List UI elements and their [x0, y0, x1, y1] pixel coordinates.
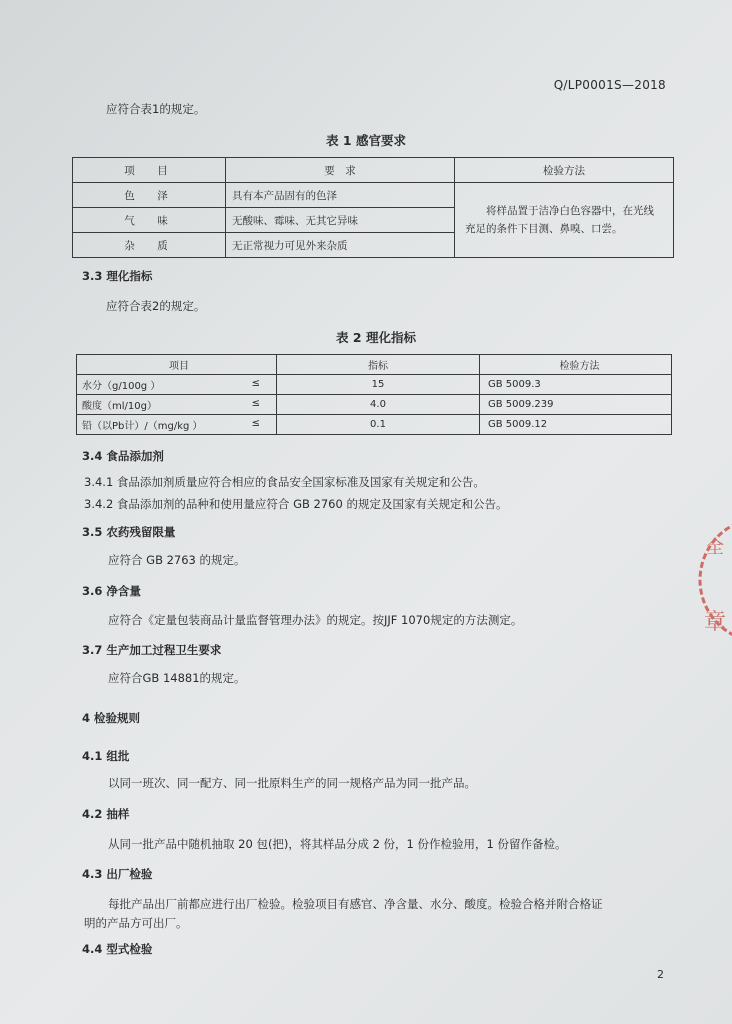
section-4-3-text-line1: 每批产品出厂前都应进行出厂检验。检验项目有感官、净含量、水分、酸度。检验合格并附合格证 — [108, 897, 603, 911]
section-3-5-heading: 3.5 农药残留限量 — [82, 525, 176, 539]
seal-char: 章 — [704, 610, 727, 635]
table-cell-item — [77, 395, 277, 415]
table-row — [77, 395, 672, 415]
table-cell-value: 4.0 — [277, 395, 480, 415]
section-4-heading: 4 检验规则 — [82, 711, 141, 725]
table-header-cell: 指标 — [277, 355, 480, 375]
section-4-3-text-line2: 明的产品方可出厂。 — [84, 916, 188, 930]
table-header-cell: 检验方法 — [480, 355, 672, 375]
page-number: 2 — [657, 968, 664, 981]
item-label: 铅（以Pb计）/（mg/kg ） — [82, 421, 203, 432]
table-cell-item — [77, 415, 277, 435]
table-cell-item: 杂 质 — [73, 233, 226, 258]
seal-char: 全 — [706, 537, 724, 558]
operator-label: ≤ — [251, 418, 260, 429]
operator-label: ≤ — [251, 398, 260, 409]
table-row — [73, 183, 674, 208]
physicochemical-indicators-table — [76, 354, 672, 435]
section-3-3-heading: 3.3 理化指标 — [82, 269, 153, 283]
section-3-6-text: 应符合《定量包装商品计量监督管理办法》的规定。按JJF 1070规定的方法测定。 — [108, 613, 523, 627]
table-header-cell: 要 求 — [226, 158, 455, 183]
table-header-row — [77, 355, 672, 375]
section-3-4-2-text: 3.4.2 食品添加剂的品种和使用量应符合 GB 2760 的规定及国家有关规定和公告。 — [84, 497, 508, 511]
intro-text: 应符合表1的规定。 — [106, 102, 206, 116]
table-cell-value: 0.1 — [277, 415, 480, 435]
table-cell-method: GB 5009.239 — [480, 395, 672, 415]
item-label: 酸度（ml/10g） — [82, 401, 157, 412]
table2-caption: 表 2 理化指标 — [336, 330, 416, 345]
section-3-7-text: 应符合GB 14881的规定。 — [108, 671, 246, 685]
section-3-7-heading: 3.7 生产加工过程卫生要求 — [82, 643, 222, 657]
section-3-4-1-text: 3.4.1 食品添加剂质量应符合相应的食品安全国家标准及国家有关规定和公告。 — [84, 475, 485, 489]
table-cell-item: 气 味 — [73, 208, 226, 233]
section-3-3-text: 应符合表2的规定。 — [106, 299, 206, 313]
section-3-6-heading: 3.6 净含量 — [82, 584, 141, 598]
table-cell-requirement: 具有本产品固有的色泽 — [226, 183, 455, 208]
table1-caption: 表 1 感官要求 — [326, 133, 406, 148]
table-row — [77, 375, 672, 395]
section-3-4-heading: 3.4 食品添加剂 — [82, 449, 164, 463]
table-header-cell: 项 目 — [73, 158, 226, 183]
section-3-5-text: 应符合 GB 2763 的规定。 — [108, 553, 246, 567]
section-4-4-heading: 4.4 型式检验 — [82, 942, 153, 956]
table-cell-value: 15 — [277, 375, 480, 395]
operator-label: ≤ — [251, 378, 260, 389]
table-row — [77, 415, 672, 435]
item-label: 水分（g/100g ） — [82, 381, 161, 392]
section-4-3-heading: 4.3 出厂检验 — [82, 867, 153, 881]
section-4-2-heading: 4.2 抽样 — [82, 807, 130, 821]
table-header-cell: 项目 — [77, 355, 277, 375]
table-cell-item — [77, 375, 277, 395]
section-4-1-text: 以同一班次、同一配方、同一批原料生产的同一规格产品为同一批产品。 — [108, 776, 476, 790]
table-header-row — [73, 158, 674, 183]
table-cell-method: GB 5009.12 — [480, 415, 672, 435]
table-cell-requirement: 无酸味、霉味、无其它异味 — [226, 208, 455, 233]
table-cell-item: 色 泽 — [73, 183, 226, 208]
section-4-1-heading: 4.1 组批 — [82, 749, 130, 763]
red-seal-stamp — [692, 505, 732, 655]
table-cell-method: 将样品置于洁净白色容器中，在光线充足的条件下目测、鼻嗅、口尝。 — [455, 183, 674, 258]
table-cell-method: GB 5009.3 — [480, 375, 672, 395]
table-header-cell: 检验方法 — [455, 158, 674, 183]
section-4-2-text: 从同一批产品中随机抽取 20 包(把)，将其样品分成 2 份，1 份作检验用，1 份留作备检。 — [108, 837, 567, 851]
sensory-requirements-table — [72, 157, 674, 258]
table-cell-requirement: 无正常视力可见外来杂质 — [226, 233, 455, 258]
document-code: Q/LP0001S—2018 — [553, 78, 666, 92]
